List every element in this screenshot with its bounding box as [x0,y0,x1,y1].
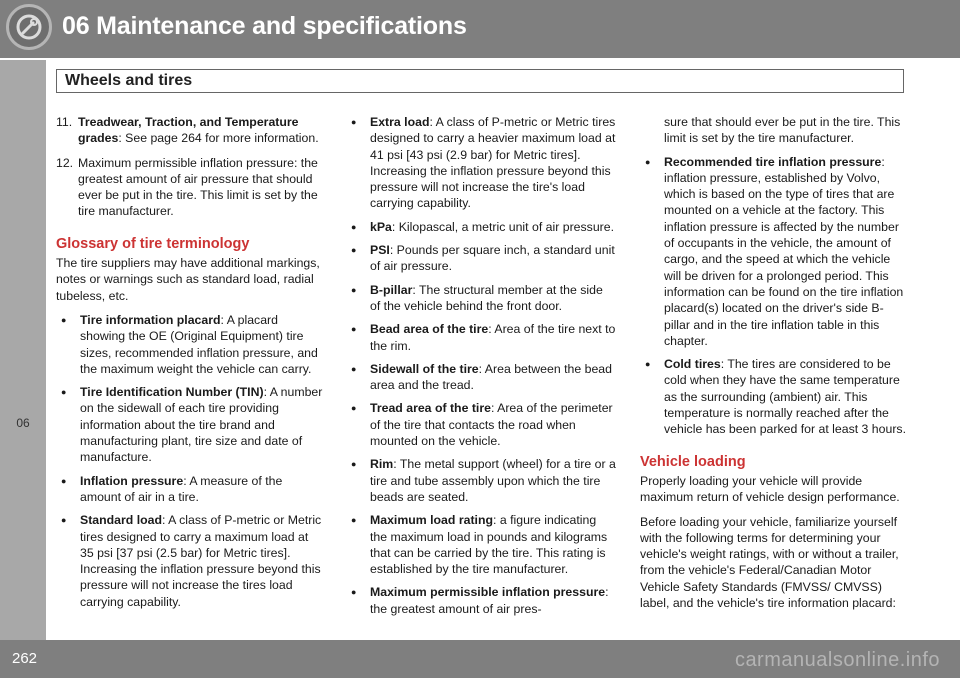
list-item [56,155,324,220]
list-item [346,242,616,275]
definition: : A measure of the amount of air in a tire. [80,473,283,504]
list-item [346,512,616,577]
list-item [640,154,908,350]
list-item [346,321,616,354]
list-item [346,400,616,449]
definition: : Area of the tire next to the rim. [370,322,616,353]
paragraph: Before loading your vehicle, familiarize yourself with the following terms for determining your vehicle's weight ratings, with or without a trailer, from the vehicle's Federal/Canadian Motor Vehicle Safety Standards (FMVSS/ CMVSS) label, and the vehicle's tire information placard: [640,514,899,611]
chapter-sidebar [0,60,46,640]
list-item [346,219,616,235]
wrench-icon [6,4,52,50]
list-item [346,114,616,212]
list-item [56,384,324,465]
term: Rim [370,457,394,472]
chapter-title: 06 Maintenance and specifications [62,12,467,40]
term: Tread area of the tire [370,401,491,416]
term: B-pillar [370,282,413,297]
list-item [640,356,908,437]
term: Cold tires [664,357,721,372]
glossary-heading: Glossary of tire terminology [56,235,250,252]
definition: : inflation pressure, established by Volvo, which is based on the type of tires that are mounted on a vehicle at the factory. This inflation pressure is affected by the number of occupants in the vehicle, the amount of cargo, and the speed at which the vehicle will be driven for a prolonged period. This information can be found on the tire inflation placard(s) located on the driver's side B-pillar and in the tire inflation table in this chapter. [664,154,904,348]
item-number: 12. [56,155,74,170]
chapter-tab-label: 06 [16,416,30,430]
term: Inflation pressure [80,473,184,488]
paragraph: Properly loading your vehicle will provide maximum return of vehicle design performance. [640,473,900,505]
definition: : Area between the bead area and the tread. [370,361,612,393]
term: Tire information placard [80,312,221,327]
term: Bead area of the tire [370,322,489,337]
definition: : A class of P-metric or Metric tires designed to carry a heavier maximum load at 41 psi [43 psi (2.9 bar) for Metric tires]. Increasing the inflation pressure beyond this pressure will not increase the tire's load carrying capability. [370,115,616,211]
section-title-box [56,69,904,93]
term: Extra load [370,115,430,129]
term: Recommended tire inflation pressure [664,154,882,169]
definition: : the greatest amount of air pres- [370,585,609,616]
term: PSI [370,243,390,258]
list-item [56,114,324,147]
column-3 [640,114,908,619]
definition: : See page 264 for more information. [118,131,319,146]
glossary-intro: The tire suppliers may have additional markings, notes or warnings such as standard load, radial tubeless, etc. [56,256,320,303]
page-header [0,0,960,58]
list-item [346,584,616,617]
column-1 [56,114,324,617]
item-number: 11. [56,115,73,129]
vehicle-loading-heading: Vehicle loading [640,453,746,470]
definition: : A class of P-metric or Metric tires designed to carry a maximum load at 35 psi [37 psi (2.5 bar) for Metric tires]. Increasing the inflation pressure beyond this pressure will not increase the tires load carrying capability. [80,513,322,609]
list-item [56,473,324,506]
list-item [56,512,324,610]
term: Sidewall of the tire [370,361,479,376]
term: Standard load [80,513,162,528]
definition: : The metal support (wheel) for a tire or a tire and tube assembly upon which the tire beads are seated. [370,457,616,504]
term: Maximum permissible inflation pressure [370,585,606,600]
definition: Maximum permissible inflation pressure: the greatest amount of air pressure that should ever be put in the tire. This limit is set by the tire manufacturer. [78,155,318,219]
list-item [56,312,324,377]
definition: : Pounds per square inch, a standard unit of air pressure. [370,243,615,274]
list-item [346,456,616,505]
term: Tire Identification Number (TIN) [80,385,264,400]
term: Maximum load rating [370,513,493,528]
term: kPa [370,219,392,234]
definition: : Area of the perimeter of the tire that contacts the road when mounted on the vehicle. [370,401,613,449]
definition: : The tires are considered to be cold when they have the same temperature as the surrounding (ambient) air. This temperature is normally reached after the vehicle has been parked for at least 3 hours. [664,357,906,437]
page-footer [0,640,960,678]
watermark: carmanualsonline.info [734,649,940,671]
definition: : A placard showing the OE (Original Equipment) tire sizes, recommended inflation pressure, and the maximum weight the vehicle can carry. [80,312,318,376]
definition: : The structural member at the side of the vehicle behind the front door. [370,282,603,313]
definition: : Kilopascal, a metric unit of air pressure. [391,219,615,234]
page-number: 262 [12,650,38,667]
continued-text: sure that should ever be put in the tire. This limit is set by the tire manufacturer. [664,115,901,146]
list-item [346,361,616,394]
column-2 [346,114,616,624]
term: Treadwear, Traction, and Temperature grades [78,115,299,146]
definition: : a figure indicating the maximum load in pounds and kilograms that can be carried by the tire. This rating is established by the tire manufacturer. [370,513,608,577]
list-item [346,282,616,315]
section-title: Wheels and tires [65,72,193,89]
definition: : A number on the sidewall of each tire providing information about the tire brand and manufacturing plant, tire size and date of manufacture. [80,385,323,465]
